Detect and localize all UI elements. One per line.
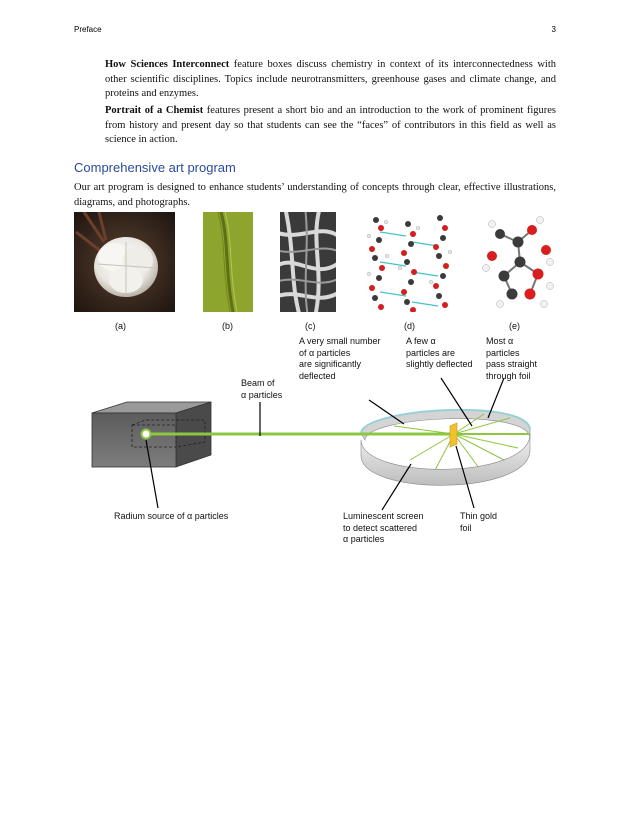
section-intro: Our art program is designed to enhance students’ understanding of concepts through clear, effective illustrations, diagrams, and photographs. bbox=[74, 182, 556, 208]
paragraph-sciences-interconnect bbox=[105, 58, 556, 102]
running-header: Preface bbox=[74, 25, 102, 34]
caption-c: (c) bbox=[305, 321, 316, 331]
slight-deflection-label: A few α particles are slightly deflected bbox=[406, 336, 473, 369]
sem-fibers-image bbox=[280, 212, 336, 312]
caption-d: (d) bbox=[404, 321, 415, 331]
screen-ring-front bbox=[361, 434, 530, 485]
radium-source-label: Radium source of α particles bbox=[114, 511, 229, 521]
gold-foil-experiment-diagram bbox=[74, 330, 544, 555]
caption-e: (e) bbox=[509, 321, 520, 331]
source-box-front bbox=[92, 413, 176, 467]
glucose-molecule-model bbox=[482, 212, 555, 312]
straight-through-label: Most α particles pass straight through foil bbox=[486, 336, 538, 381]
cotton-boll-photo bbox=[74, 212, 175, 312]
significant-deflection-label: A very small number of α particles are significantly deflected bbox=[299, 336, 381, 381]
section-title: Comprehensive art program bbox=[74, 160, 236, 175]
gold-foil bbox=[450, 423, 457, 447]
feature-name: Portrait of a Chemist bbox=[105, 105, 204, 116]
beam-label: Beam of α particles bbox=[241, 378, 283, 400]
paragraph-portrait-chemist bbox=[105, 104, 556, 148]
caption-a: (a) bbox=[115, 321, 126, 331]
radium-source bbox=[142, 430, 151, 439]
cellulose-chains-model bbox=[366, 212, 453, 312]
page-number: 3 bbox=[551, 25, 556, 34]
fiber-micrograph bbox=[203, 212, 253, 312]
feature-name: How Sciences Interconnect bbox=[105, 59, 230, 70]
caption-b: (b) bbox=[222, 321, 233, 331]
paragraph-text: feature boxes discuss chemistry in context of its interconnectedness with other scientific disciplines. Topics include neurotransmitters, greenhouse gases and climate change, and proteins and enzymes. bbox=[105, 59, 556, 99]
paragraph-text: features present a short bio and an introduction to the work of prominent figures from history and present day so that students can see the “faces” of contributors in this field as well as science in action. bbox=[105, 105, 556, 145]
gold-foil-label: Thin gold foil bbox=[460, 511, 498, 533]
luminescent-screen-label: Luminescent screen to detect scattered α particles bbox=[343, 511, 424, 544]
